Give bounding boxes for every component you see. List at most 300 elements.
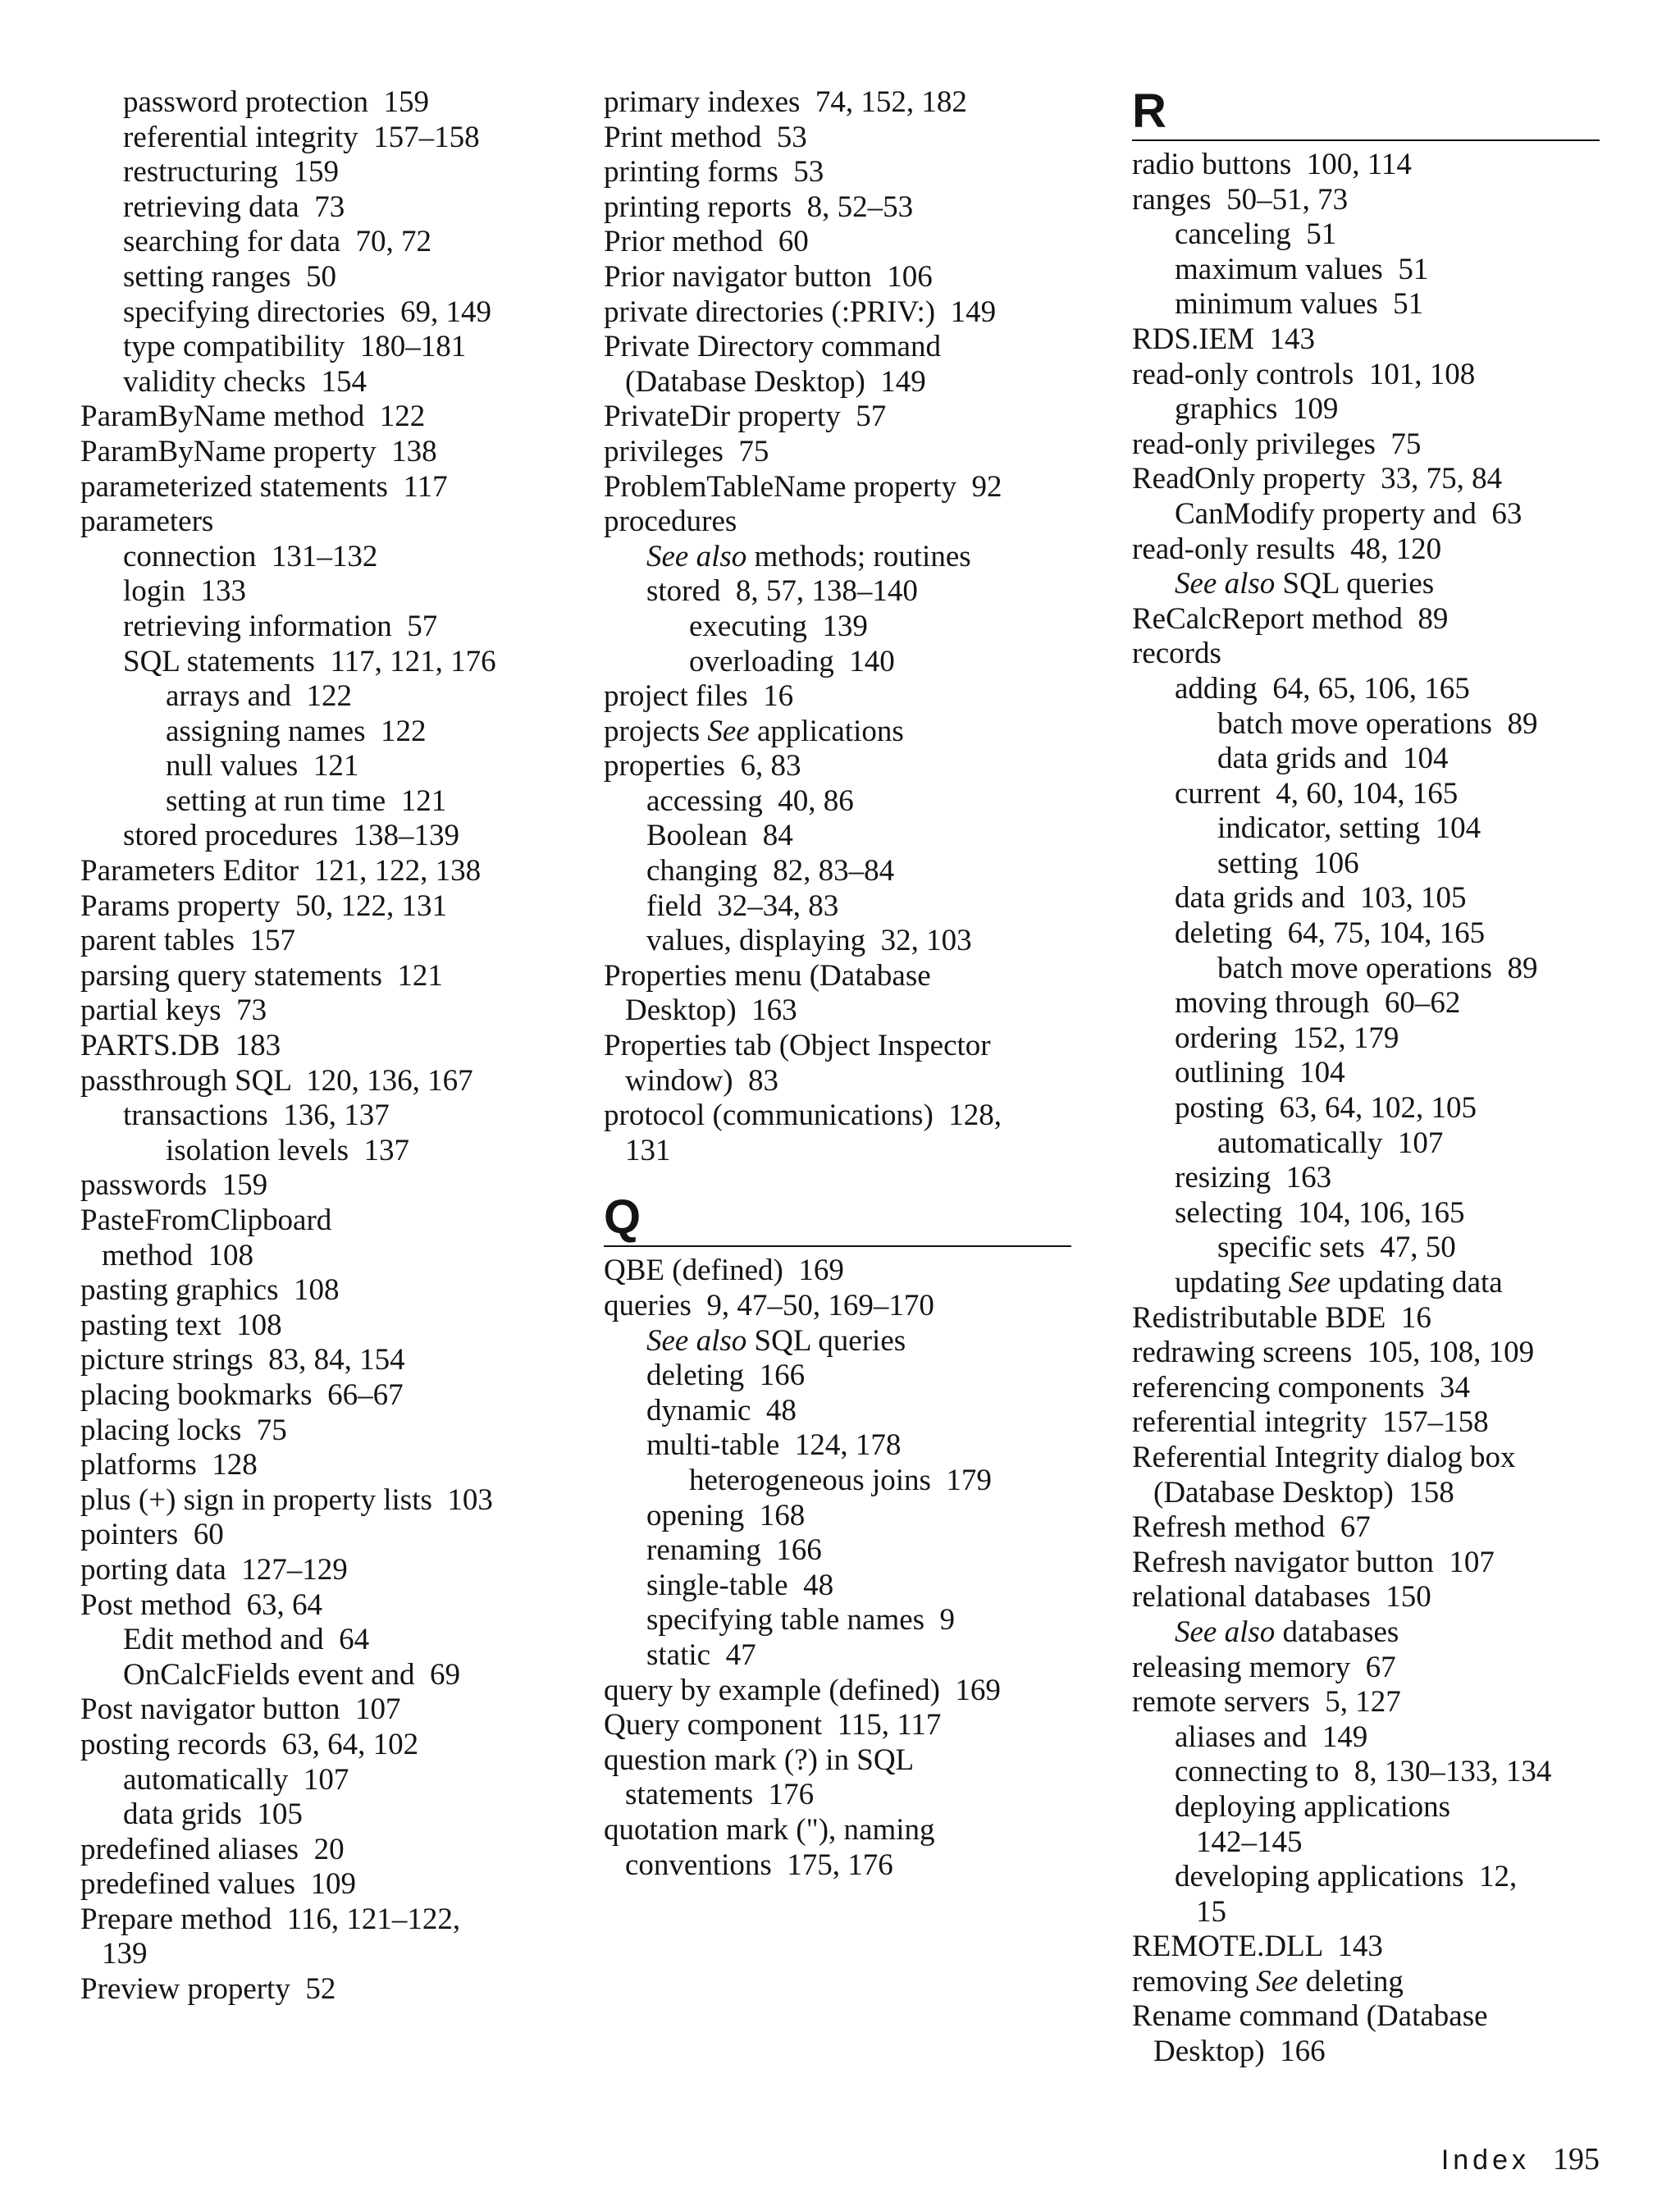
index-entry bbox=[80, 1588, 573, 1624]
entry-text: statements 176 bbox=[625, 1778, 815, 1812]
index-entry bbox=[80, 1204, 573, 1239]
index-entry bbox=[1132, 567, 1600, 602]
index-entry bbox=[80, 1763, 573, 1798]
index-entry bbox=[604, 1533, 1071, 1569]
index-entry bbox=[1132, 183, 1600, 218]
entry-text: methods; routines bbox=[746, 539, 971, 573]
index-entry bbox=[604, 1499, 1071, 1534]
index-entry bbox=[604, 854, 1071, 889]
entry-text: 131 bbox=[625, 1133, 671, 1167]
entry-text: single-table 48 bbox=[646, 1568, 834, 1602]
entry-text: (Database Desktop) 149 bbox=[625, 364, 926, 399]
index-entry bbox=[1132, 1231, 1600, 1266]
entry-text: connection 131–132 bbox=[123, 539, 378, 573]
entry-text: setting at run time 121 bbox=[166, 783, 447, 818]
entry-text: ProblemTableName property 92 bbox=[604, 469, 1002, 504]
entry-text: Referential Integrity dialog box bbox=[1132, 1440, 1516, 1474]
entry-text: platforms 128 bbox=[80, 1448, 258, 1482]
entry-text: transactions 136, 137 bbox=[123, 1098, 390, 1133]
index-entry bbox=[604, 1813, 1071, 1848]
index-entry bbox=[1132, 1965, 1600, 2000]
entry-text: project files 16 bbox=[604, 679, 794, 714]
index-column-1 bbox=[80, 85, 573, 2007]
entry-text: queries 9, 47–50, 169–170 bbox=[604, 1289, 934, 1322]
index-entry bbox=[604, 225, 1071, 260]
entry-text: heterogeneous joins 179 bbox=[689, 1463, 992, 1497]
entry-text: Query component 115, 117 bbox=[604, 1708, 942, 1743]
entry-text: posting 63, 64, 102, 105 bbox=[1175, 1091, 1477, 1126]
entry-text: Prior navigator button 106 bbox=[604, 259, 933, 294]
index-entry bbox=[604, 1029, 1071, 1064]
entry-text: null values 121 bbox=[166, 749, 359, 783]
entry-text: Edit method and 64 bbox=[123, 1623, 370, 1657]
entry-text: applications bbox=[749, 714, 904, 748]
index-entry bbox=[604, 924, 1071, 959]
index-entry bbox=[80, 505, 573, 540]
entry-text: automatically 107 bbox=[123, 1762, 349, 1797]
entry-text: dynamic 48 bbox=[646, 1393, 797, 1427]
entry-text: printing forms 53 bbox=[604, 155, 824, 190]
entry-text: read-only privileges 75 bbox=[1132, 427, 1422, 461]
entry-text: placing locks 75 bbox=[80, 1413, 287, 1447]
entry-text: setting ranges 50 bbox=[123, 259, 336, 294]
index-entry bbox=[80, 784, 573, 820]
index-entry bbox=[604, 1603, 1071, 1638]
index-entry bbox=[80, 1378, 573, 1414]
page-footer bbox=[1441, 2141, 1600, 2177]
entry-text: referencing components 34 bbox=[1132, 1370, 1470, 1405]
index-entry bbox=[80, 1623, 573, 1658]
cross-reference: See also bbox=[646, 539, 747, 573]
entry-text: isolation levels 137 bbox=[166, 1133, 409, 1167]
entry-text: restructuring 159 bbox=[123, 155, 340, 190]
index-entry bbox=[1132, 847, 1600, 882]
index-column-3 bbox=[1132, 85, 1600, 2070]
index-entry bbox=[1132, 427, 1600, 463]
index-entry bbox=[604, 1778, 1071, 1813]
entry-text: referential integrity 157–158 bbox=[123, 120, 480, 154]
entry-text: field 32–34, 83 bbox=[646, 888, 839, 923]
index-entry bbox=[80, 924, 573, 959]
entry-text: primary indexes 74, 152, 182 bbox=[604, 85, 967, 119]
entry-text: deleting 166 bbox=[646, 1359, 806, 1393]
entry-text: method 108 bbox=[102, 1238, 253, 1272]
index-entry bbox=[1132, 253, 1600, 288]
index-entry bbox=[1132, 637, 1600, 672]
index-entry bbox=[1132, 217, 1600, 253]
index-entry bbox=[604, 1464, 1071, 1499]
entry-text: maximum values 51 bbox=[1175, 252, 1429, 286]
index-entry bbox=[1132, 1056, 1600, 1091]
entry-text: data grids and 104 bbox=[1217, 742, 1449, 776]
index-entry bbox=[80, 854, 573, 889]
index-entry bbox=[80, 1029, 573, 1064]
entry-text: PasteFromClipboard bbox=[80, 1204, 332, 1237]
index-entry bbox=[80, 540, 573, 575]
entry-text: outlining 104 bbox=[1175, 1056, 1345, 1090]
entry-text: resizing 163 bbox=[1175, 1161, 1332, 1195]
index-entry bbox=[604, 330, 1071, 365]
index-entry bbox=[80, 1483, 573, 1519]
entry-text: databases bbox=[1275, 1615, 1399, 1649]
entry-text: picture strings 83, 84, 154 bbox=[80, 1343, 405, 1377]
index-entry bbox=[604, 1708, 1071, 1743]
entry-text: deleting 64, 75, 104, 165 bbox=[1175, 916, 1486, 951]
index-entry bbox=[1132, 497, 1600, 532]
entry-text: ordering 152, 179 bbox=[1175, 1021, 1399, 1055]
entry-text: printing reports 8, 52–53 bbox=[604, 190, 914, 224]
entry-prefix: projects bbox=[604, 714, 708, 748]
footer-label: Index bbox=[1440, 2144, 1530, 2176]
entry-text: ParamByName property 138 bbox=[80, 434, 437, 468]
entry-text: Preview property 52 bbox=[80, 1972, 336, 2007]
entry-text: Private Directory command bbox=[604, 330, 941, 364]
index-entry bbox=[1132, 777, 1600, 812]
index-entry bbox=[80, 715, 573, 750]
entry-text: CanModify property and 63 bbox=[1175, 496, 1522, 531]
entry-text: ReadOnly property 33, 75, 84 bbox=[1132, 462, 1503, 496]
entry-text: posting records 63, 64, 102 bbox=[80, 1727, 419, 1761]
index-entry bbox=[1132, 1441, 1600, 1476]
index-entry bbox=[604, 645, 1071, 680]
index-entry bbox=[604, 1638, 1071, 1674]
entry-text: data grids 105 bbox=[123, 1797, 303, 1832]
index-entry bbox=[604, 1674, 1071, 1709]
index-entry bbox=[604, 1428, 1071, 1464]
index-entry bbox=[80, 121, 573, 156]
entry-text: renaming 166 bbox=[646, 1533, 822, 1568]
entry-text: plus (+) sign in property lists 103 bbox=[80, 1482, 493, 1517]
entry-text: parent tables 157 bbox=[80, 924, 295, 958]
index-entry bbox=[80, 1658, 573, 1693]
index-entry bbox=[604, 155, 1071, 190]
index-entry bbox=[1132, 1476, 1600, 1511]
cross-reference: See bbox=[1256, 1964, 1299, 1998]
cross-reference: See bbox=[1288, 1266, 1331, 1299]
entry-text: records bbox=[1132, 637, 1221, 671]
entry-text: setting 106 bbox=[1217, 846, 1359, 880]
index-entry bbox=[80, 1518, 573, 1553]
entry-text: read-only results 48, 120 bbox=[1132, 532, 1442, 566]
entry-text: porting data 127–129 bbox=[80, 1552, 348, 1587]
entry-text: 15 bbox=[1196, 1894, 1226, 1929]
entry-text: ReCalcReport method 89 bbox=[1132, 601, 1449, 636]
entry-text: Refresh method 67 bbox=[1132, 1510, 1371, 1545]
entry-text: 139 bbox=[102, 1937, 148, 1971]
index-entry bbox=[1132, 916, 1600, 952]
entry-text: query by example (defined) 169 bbox=[604, 1673, 1001, 1707]
index-entry bbox=[1132, 707, 1600, 742]
index-entry bbox=[1132, 1999, 1600, 2035]
index-entry bbox=[1132, 1685, 1600, 1720]
index-entry bbox=[604, 1134, 1071, 1169]
index-entry bbox=[1132, 148, 1600, 183]
entry-prefix: removing bbox=[1132, 1964, 1257, 1998]
index-entry bbox=[604, 574, 1071, 610]
entry-text: Desktop) 163 bbox=[625, 993, 797, 1028]
entry-text: procedures bbox=[604, 505, 737, 539]
index-entry bbox=[1132, 881, 1600, 916]
index-entry bbox=[1132, 532, 1600, 568]
index-entry bbox=[604, 365, 1071, 400]
index-entry bbox=[604, 190, 1071, 226]
entry-prefix: updating bbox=[1175, 1266, 1289, 1299]
index-entry bbox=[1132, 1580, 1600, 1615]
index-entry bbox=[80, 1343, 573, 1378]
entry-text: retrieving information 57 bbox=[123, 609, 438, 643]
entry-text: indicator, setting 104 bbox=[1217, 811, 1481, 846]
entry-text: Boolean 84 bbox=[646, 819, 793, 853]
index-entry bbox=[80, 1273, 573, 1309]
entry-text: referential integrity 157–158 bbox=[1132, 1405, 1489, 1440]
index-entry bbox=[80, 679, 573, 715]
index-entry bbox=[604, 400, 1071, 435]
index-entry bbox=[604, 959, 1071, 994]
index-entry bbox=[80, 190, 573, 226]
entry-text: graphics 109 bbox=[1175, 392, 1339, 427]
entry-text: relational databases 150 bbox=[1132, 1580, 1431, 1615]
index-entry bbox=[1132, 1266, 1600, 1301]
entry-text: ranges 50–51, 73 bbox=[1132, 182, 1349, 217]
index-entry bbox=[1132, 1021, 1600, 1057]
index-entry bbox=[1132, 358, 1600, 393]
entry-text: Properties tab (Object Inspector bbox=[604, 1029, 991, 1063]
entry-text: type compatibility 180–181 bbox=[123, 330, 467, 364]
entry-text: specific sets 47, 50 bbox=[1217, 1231, 1456, 1265]
index-entry bbox=[1132, 1196, 1600, 1231]
index-entry bbox=[1132, 602, 1600, 637]
entry-text: validity checks 154 bbox=[123, 364, 367, 399]
index-entry bbox=[1132, 1790, 1600, 1825]
entry-text: Params property 50, 122, 131 bbox=[80, 888, 448, 923]
index-entry bbox=[604, 1848, 1071, 1884]
entry-text: Parameters Editor 121, 122, 138 bbox=[80, 854, 482, 888]
entry-text: selecting 104, 106, 165 bbox=[1175, 1195, 1465, 1230]
entry-text: searching for data 70, 72 bbox=[123, 225, 432, 259]
index-entry bbox=[80, 1168, 573, 1204]
entry-text: aliases and 149 bbox=[1175, 1720, 1368, 1754]
entry-text: opening 168 bbox=[646, 1498, 806, 1532]
entry-text: adding 64, 65, 106, 165 bbox=[1175, 671, 1470, 706]
index-entry bbox=[80, 819, 573, 854]
index-entry bbox=[604, 819, 1071, 854]
index-entry bbox=[604, 749, 1071, 784]
entry-text: partial keys 73 bbox=[80, 993, 267, 1028]
index-entry bbox=[80, 1692, 573, 1728]
index-entry bbox=[604, 1064, 1071, 1099]
entry-text: OnCalcFields event and 69 bbox=[123, 1657, 461, 1692]
entry-text: batch move operations 89 bbox=[1217, 951, 1538, 985]
index-entry bbox=[80, 1064, 573, 1099]
entry-text: batch move operations 89 bbox=[1217, 706, 1538, 741]
index-entry bbox=[604, 993, 1071, 1029]
index-entry bbox=[80, 435, 573, 470]
index-entry bbox=[80, 1414, 573, 1449]
index-entry bbox=[1132, 1546, 1600, 1581]
entry-text: Print method 53 bbox=[604, 120, 807, 154]
index-entry bbox=[80, 365, 573, 400]
index-entry bbox=[604, 260, 1071, 295]
index-entry bbox=[1132, 1860, 1600, 1895]
entry-text: assigning names 122 bbox=[166, 714, 427, 748]
index-entry bbox=[1132, 1510, 1600, 1546]
cross-reference: See also bbox=[1175, 567, 1276, 601]
entry-text: deleting bbox=[1298, 1964, 1404, 1998]
index-entry bbox=[1132, 1405, 1600, 1441]
entry-text: current 4, 60, 104, 165 bbox=[1175, 776, 1459, 811]
entry-text: window) 83 bbox=[625, 1063, 779, 1098]
entry-text: deploying applications bbox=[1175, 1789, 1451, 1824]
entry-text: data grids and 103, 105 bbox=[1175, 881, 1467, 916]
entry-text: Rename command (Database bbox=[1132, 1999, 1488, 2034]
entry-text: Prepare method 116, 121–122, bbox=[80, 1902, 461, 1936]
index-entry bbox=[1132, 2035, 1600, 2070]
entry-text: password protection 159 bbox=[123, 85, 430, 119]
index-entry bbox=[604, 121, 1071, 156]
index-entry bbox=[1132, 1651, 1600, 1686]
index-entry bbox=[80, 1972, 573, 2007]
entry-text: Prior method 60 bbox=[604, 225, 809, 259]
index-entry bbox=[604, 1394, 1071, 1429]
index-entry bbox=[604, 1359, 1071, 1394]
index-entry bbox=[604, 295, 1071, 331]
entry-text: multi-table 124, 178 bbox=[646, 1428, 902, 1463]
entry-text: connecting to 8, 130–133, 134 bbox=[1175, 1755, 1552, 1789]
index-entry bbox=[80, 1937, 573, 1972]
index-entry bbox=[80, 260, 573, 295]
entry-text: properties 6, 83 bbox=[604, 749, 801, 783]
entry-text: Post method 63, 64 bbox=[80, 1587, 322, 1622]
index-entry bbox=[1132, 1161, 1600, 1196]
entry-text: quotation mark ("), naming bbox=[604, 1812, 935, 1847]
index-entry bbox=[80, 993, 573, 1029]
index-entry bbox=[80, 749, 573, 784]
index-entry bbox=[1132, 392, 1600, 427]
entry-text: SQL queries bbox=[1275, 567, 1435, 601]
index-entry bbox=[1132, 322, 1600, 358]
index-column-2 bbox=[604, 85, 1071, 1883]
entry-text: passthrough SQL 120, 136, 167 bbox=[80, 1063, 473, 1098]
index-entry bbox=[604, 470, 1071, 505]
index-entry bbox=[1132, 1825, 1600, 1861]
index-entry bbox=[1132, 1126, 1600, 1162]
index-entry bbox=[604, 1569, 1071, 1604]
entry-text: Redistributable BDE 16 bbox=[1132, 1300, 1431, 1335]
entry-text: placing bookmarks 66–67 bbox=[80, 1377, 404, 1412]
index-entry bbox=[604, 715, 1071, 750]
index-entry bbox=[1132, 1895, 1600, 1930]
index-entry bbox=[1132, 1336, 1600, 1371]
index-entry bbox=[604, 1289, 1071, 1324]
entry-text: stored 8, 57, 138–140 bbox=[646, 574, 918, 609]
index-entry bbox=[80, 645, 573, 680]
entry-text: SQL statements 117, 121, 176 bbox=[123, 644, 496, 678]
entry-text: predefined values 109 bbox=[80, 1867, 356, 1902]
index-entry bbox=[80, 295, 573, 331]
entry-text: protocol (communications) 128, bbox=[604, 1098, 1002, 1133]
entry-text: ParamByName method 122 bbox=[80, 400, 426, 434]
entry-text: Desktop) 166 bbox=[1153, 2035, 1326, 2069]
index-entry bbox=[80, 959, 573, 994]
entry-text: parsing query statements 121 bbox=[80, 958, 443, 993]
index-entry bbox=[1132, 1720, 1600, 1756]
entry-text: PARTS.DB 183 bbox=[80, 1029, 281, 1063]
index-entry bbox=[80, 1239, 573, 1274]
index-entry bbox=[1132, 811, 1600, 847]
entry-text: (Database Desktop) 158 bbox=[1153, 1475, 1454, 1510]
entry-text: SQL queries bbox=[746, 1323, 906, 1358]
letter-heading: Q bbox=[604, 1191, 1071, 1247]
index-entry bbox=[604, 610, 1071, 645]
index-entry bbox=[604, 540, 1071, 575]
index-entry bbox=[80, 1134, 573, 1169]
entry-text: overloading 140 bbox=[689, 644, 895, 678]
entry-text: changing 82, 83–84 bbox=[646, 854, 895, 888]
cross-reference: See also bbox=[1175, 1615, 1276, 1649]
entry-text: RDS.IEM 143 bbox=[1132, 322, 1316, 356]
index-entry bbox=[80, 574, 573, 610]
entry-text: parameterized statements 117 bbox=[80, 469, 448, 504]
index-entry bbox=[80, 1867, 573, 1902]
index-entry bbox=[604, 784, 1071, 820]
entry-text: canceling 51 bbox=[1175, 217, 1337, 252]
entry-text: privileges 75 bbox=[604, 434, 769, 468]
entry-text: question mark (?) in SQL bbox=[604, 1743, 915, 1777]
entry-text: static 47 bbox=[646, 1637, 756, 1672]
index-entry bbox=[604, 85, 1071, 121]
entry-text: moving through 60–62 bbox=[1175, 986, 1461, 1021]
entry-text: predefined aliases 20 bbox=[80, 1832, 345, 1866]
entry-text: pasting graphics 108 bbox=[80, 1273, 340, 1308]
index-entry bbox=[80, 1098, 573, 1134]
index-entry bbox=[80, 330, 573, 365]
entry-text: stored procedures 138–139 bbox=[123, 819, 459, 853]
index-entry bbox=[80, 225, 573, 260]
index-entry bbox=[1132, 1371, 1600, 1406]
entry-text: REMOTE.DLL 143 bbox=[1132, 1930, 1383, 1964]
index-entry bbox=[1132, 1755, 1600, 1790]
entry-text: redrawing screens 105, 108, 109 bbox=[1132, 1336, 1535, 1370]
entry-text: remote servers 5, 127 bbox=[1132, 1685, 1401, 1720]
entry-text: radio buttons 100, 114 bbox=[1132, 148, 1412, 181]
entry-text: passwords 159 bbox=[80, 1168, 268, 1203]
letter-heading: R bbox=[1132, 85, 1600, 141]
entry-text: values, displaying 32, 103 bbox=[646, 924, 972, 958]
entry-text: conventions 175, 176 bbox=[625, 1848, 893, 1882]
index-entry bbox=[604, 505, 1071, 540]
cross-reference: See bbox=[707, 714, 750, 748]
page-number: 195 bbox=[1553, 2142, 1600, 2176]
index-entry bbox=[604, 1254, 1071, 1289]
index-entry bbox=[604, 679, 1071, 715]
index-entry bbox=[604, 1324, 1071, 1359]
index-entry bbox=[1132, 1301, 1600, 1336]
entry-text: retrieving data 73 bbox=[123, 190, 345, 224]
entry-text: QBE (defined) 169 bbox=[604, 1254, 844, 1288]
index-entry bbox=[80, 889, 573, 925]
index-entry bbox=[1132, 287, 1600, 322]
entry-text: accessing 40, 86 bbox=[646, 783, 854, 818]
entry-text: executing 139 bbox=[689, 609, 868, 643]
index-entry bbox=[80, 155, 573, 190]
index-entry bbox=[80, 610, 573, 645]
index-entry bbox=[80, 1448, 573, 1483]
entry-text: specifying table names 9 bbox=[646, 1603, 956, 1637]
index-entry bbox=[80, 1309, 573, 1344]
index-entry bbox=[80, 400, 573, 435]
index-entry bbox=[1132, 1091, 1600, 1126]
entry-text: updating data bbox=[1331, 1266, 1503, 1299]
